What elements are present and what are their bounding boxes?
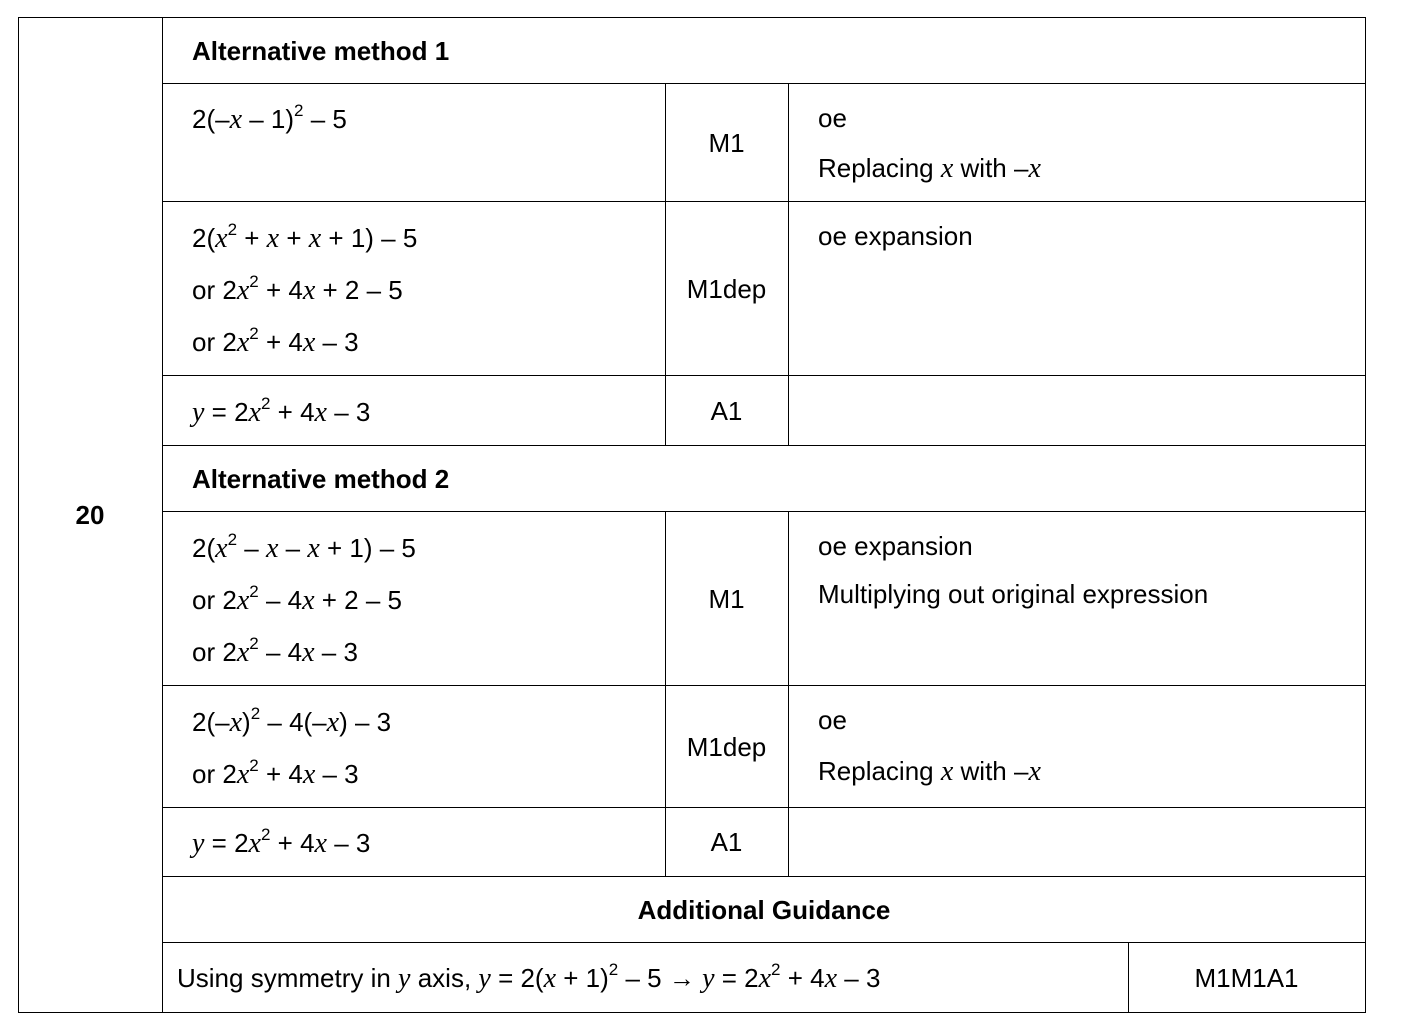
rule — [162, 445, 1366, 446]
text-run: or 2 — [192, 637, 237, 667]
working-line — [192, 704, 392, 741]
alt2-heading: Alternative method 2 — [192, 464, 450, 494]
text-run: – 3 — [837, 963, 881, 993]
text-run: + 1) – 5 — [321, 223, 418, 253]
math-variable: x — [940, 756, 954, 787]
comment-line — [818, 756, 1041, 787]
text-run: Replacing — [818, 153, 941, 183]
working-line — [192, 324, 359, 361]
text-run: = 2 — [714, 963, 759, 993]
text-run: with – — [953, 153, 1029, 183]
text-run: + 2 – 5 — [314, 585, 402, 615]
math-variable: x — [236, 585, 250, 616]
rule-right — [1365, 17, 1366, 1013]
mark-code: M1 — [708, 128, 745, 158]
text-run: ) — [242, 707, 251, 737]
math-variable: x — [266, 223, 280, 254]
superscript: 2 — [260, 394, 271, 413]
text-run: oe — [818, 705, 847, 735]
text-run: 2( — [192, 223, 216, 253]
math-variable: x — [1028, 756, 1041, 787]
rule — [162, 375, 1366, 376]
text-run: with – — [953, 756, 1029, 786]
text-run: = 2 — [204, 397, 249, 427]
text-run: – 1) — [242, 104, 295, 134]
math-variable: x — [1028, 153, 1041, 184]
rule — [162, 201, 1366, 202]
math-variable: x — [229, 707, 243, 738]
text-run: axis, — [410, 963, 479, 993]
text-run: + 2 – 5 — [315, 275, 403, 305]
text-run: = 2 — [204, 828, 249, 858]
math-variable: x — [758, 963, 772, 994]
text-run: + 4 — [780, 963, 825, 993]
working-line — [192, 101, 347, 138]
working-line — [192, 272, 403, 309]
superscript: 2 — [249, 324, 259, 343]
text-run: + 4 — [270, 828, 315, 858]
text-run: + 1) — [556, 963, 609, 993]
alt1-heading: Alternative method 1 — [192, 36, 450, 66]
working-line — [192, 582, 402, 619]
mark-code: M1dep — [686, 732, 767, 762]
math-variable: x — [314, 397, 327, 428]
question-number: 20 — [75, 500, 105, 530]
math-variable: x — [940, 153, 954, 184]
superscript: 2 — [250, 704, 261, 723]
text-run: – — [278, 533, 308, 563]
math-variable: x — [236, 327, 250, 358]
text-run: or 2 — [192, 275, 237, 305]
math-variable: x — [302, 637, 315, 668]
superscript: 2 — [249, 634, 259, 653]
text-run: – 4 — [258, 585, 303, 615]
text-run: ) – 3 — [339, 707, 392, 737]
rule — [162, 511, 1366, 512]
text-run: – 3 — [315, 327, 359, 357]
mark-code: A1 — [710, 396, 743, 426]
text-run: + — [279, 223, 309, 253]
math-variable: y — [478, 963, 491, 994]
superscript: 2 — [608, 960, 619, 979]
comment-line — [818, 153, 1041, 184]
text-run: Replacing — [818, 756, 941, 786]
comment-line — [818, 705, 847, 735]
text-run: – 4 — [258, 637, 303, 667]
working-line — [192, 634, 358, 671]
rule — [162, 807, 1366, 808]
math-variable: x — [302, 585, 315, 616]
text-run: oe expansion — [818, 221, 973, 251]
rule-bottom — [18, 1012, 1366, 1013]
text-run: oe — [818, 103, 847, 133]
rule-mark-col — [665, 511, 666, 876]
superscript: 2 — [260, 825, 271, 844]
mark-code: A1 — [710, 827, 743, 857]
text-run: – 3 — [326, 397, 371, 427]
guidance-text — [177, 960, 881, 997]
text-run: = 2( — [490, 963, 544, 993]
working-line — [192, 530, 416, 567]
superscript: 2 — [227, 220, 238, 239]
text-run: 2(– — [192, 104, 230, 134]
text-run: + 4 — [258, 275, 303, 305]
math-variable: y — [192, 397, 205, 428]
rule-comment-col — [788, 83, 789, 445]
answer-line — [192, 394, 371, 431]
math-variable: x — [236, 275, 250, 306]
text-run: – 4(– — [260, 707, 327, 737]
math-variable: x — [215, 533, 228, 564]
math-variable: x — [236, 759, 250, 790]
math-variable: x — [314, 828, 327, 859]
text-run: or 2 — [192, 327, 237, 357]
text-run: + 1) – 5 — [319, 533, 416, 563]
comment-line — [818, 103, 847, 133]
rule-qnum — [162, 17, 163, 1013]
text-run: – 3 — [314, 637, 358, 667]
text-run: 2(– — [192, 707, 230, 737]
mark-code: M1dep — [686, 274, 767, 304]
rule — [162, 83, 1366, 84]
math-variable: x — [307, 533, 320, 564]
rule — [162, 685, 1366, 686]
comment-line — [818, 579, 1208, 609]
text-run: or 2 — [192, 585, 237, 615]
superscript: 2 — [249, 582, 259, 601]
text-run: or 2 — [192, 759, 237, 789]
math-variable: x — [302, 759, 316, 790]
text-run: – 5 → — [618, 963, 703, 993]
math-variable: y — [702, 963, 715, 994]
text-run: + 4 — [258, 327, 303, 357]
math-variable: x — [215, 223, 228, 254]
math-variable: x — [302, 275, 316, 306]
text-run: 2( — [192, 533, 216, 563]
rule — [162, 942, 1366, 943]
text-run: + 4 — [270, 397, 315, 427]
superscript: 2 — [249, 272, 259, 291]
text-run: Using symmetry in — [177, 963, 399, 993]
text-run: + — [237, 223, 267, 253]
working-line — [192, 220, 418, 257]
guidance-heading: Additional Guidance — [637, 895, 891, 925]
math-variable: x — [229, 104, 243, 135]
math-variable: x — [543, 963, 557, 994]
math-variable: x — [308, 223, 322, 254]
rule — [162, 876, 1366, 877]
math-variable: x — [248, 397, 261, 428]
comment-line — [818, 221, 973, 251]
math-variable: x — [248, 828, 261, 859]
rule-comment-col — [788, 511, 789, 876]
text-run: + 4 — [258, 759, 303, 789]
math-variable: y — [192, 828, 205, 859]
text-run: – 3 — [315, 759, 359, 789]
text-run: – 5 — [303, 104, 347, 134]
math-variable: x — [326, 707, 340, 738]
text-run: Multiplying out original expression — [818, 579, 1209, 609]
mark-code: M1 — [708, 584, 745, 614]
answer-line — [192, 825, 371, 862]
math-variable: x — [302, 327, 316, 358]
math-variable: x — [236, 637, 250, 668]
superscript: 2 — [249, 756, 259, 775]
text-run: oe expansion — [818, 531, 973, 561]
comment-line — [818, 531, 973, 561]
working-line — [192, 756, 359, 793]
math-variable: x — [824, 963, 838, 994]
text-run: – 3 — [326, 828, 371, 858]
math-variable: x — [265, 533, 279, 564]
math-variable: y — [398, 963, 411, 994]
superscript: 2 — [771, 960, 781, 979]
text-run: – — [237, 533, 266, 563]
guidance-mark: M1M1A1 — [1194, 963, 1299, 993]
rule-top — [18, 17, 1366, 18]
superscript: 2 — [294, 101, 304, 120]
superscript: 2 — [227, 530, 238, 549]
